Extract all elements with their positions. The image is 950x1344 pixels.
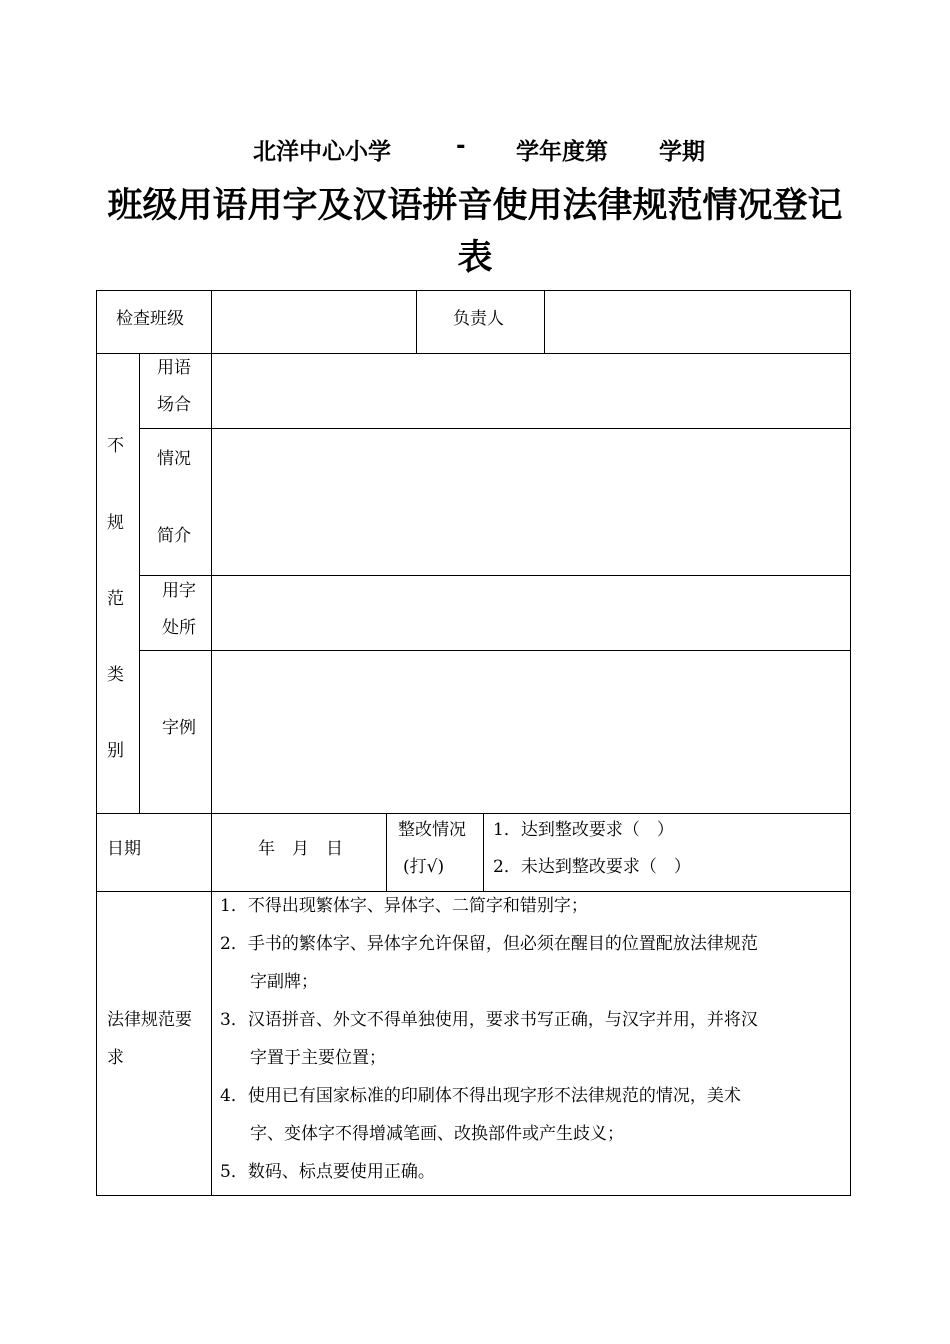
column-divider xyxy=(211,290,212,1196)
phrase-location-label-line2: 场合 xyxy=(157,395,191,415)
column-divider xyxy=(139,353,140,813)
requirement-item-continued: 字置于主要位置； xyxy=(250,1048,386,1068)
rectify-label-line1: 整改情况 xyxy=(398,820,466,840)
requirement-item: 5．数码、标点要使用正确。 xyxy=(220,1162,435,1182)
law-requirements-label-line1: 法律规范要 xyxy=(107,1010,192,1030)
registration-table xyxy=(96,290,851,1196)
row-divider xyxy=(96,813,851,814)
school-name: 北洋中心小学 xyxy=(253,139,391,165)
table-border-left xyxy=(96,290,97,1196)
rectify-option-met[interactable]: 1．达到整改要求（ ） xyxy=(493,820,674,840)
category-char: 范 xyxy=(107,589,124,609)
situation-label-line1: 情况 xyxy=(157,449,191,469)
row-divider xyxy=(139,650,851,651)
form-subtitle xyxy=(0,133,950,165)
responsible-label: 负责人 xyxy=(453,309,504,329)
column-divider xyxy=(544,290,545,353)
check-class-label: 检查班级 xyxy=(116,309,184,329)
category-char: 类 xyxy=(107,665,124,685)
form-title: 班级用语用字及汉语拼音使用法律规范情况登记表 xyxy=(107,186,843,278)
phrase-location-label-line1: 用语 xyxy=(157,358,191,378)
category-char: 不 xyxy=(107,436,124,456)
situation-label-line2: 简介 xyxy=(157,526,191,546)
requirement-item-continued: 字副牌； xyxy=(250,972,318,992)
year-dash: - xyxy=(456,133,466,159)
column-divider xyxy=(416,290,417,353)
column-divider xyxy=(483,813,484,891)
requirement-item: 3．汉语拼音、外文不得单独使用，要求书写正确，与汉字并用，并将汉 xyxy=(220,1010,758,1030)
date-label: 日期 xyxy=(107,839,141,859)
school-year-label: 学年度第 xyxy=(516,139,608,165)
column-divider xyxy=(386,813,387,891)
char-location-label-line2: 处所 xyxy=(162,618,196,638)
row-divider xyxy=(139,428,851,429)
char-location-label-line1: 用字 xyxy=(162,581,196,601)
table-border-bottom xyxy=(96,1195,851,1196)
requirements-list xyxy=(220,887,848,1191)
category-char: 规 xyxy=(107,513,124,533)
rectify-label-line2: (打√) xyxy=(403,857,445,877)
row-divider xyxy=(96,353,851,354)
requirement-item-continued: 字、变体字不得增减笔画、改换部件或产生歧义； xyxy=(250,1124,624,1144)
char-example-label: 字例 xyxy=(162,718,196,738)
row-divider xyxy=(139,575,851,576)
requirement-item: 4．使用已有国家标准的印刷体不得出现字形不法律规范的情况，美术 xyxy=(220,1086,741,1106)
table-border-top xyxy=(96,290,851,291)
law-requirements-label-line2: 求 xyxy=(107,1048,124,1068)
requirement-item: 1．不得出现繁体字、异体字、二简字和错别字； xyxy=(220,896,588,916)
date-field[interactable]: 年 月 日 xyxy=(258,839,343,859)
requirement-item: 2．手书的繁体字、异体字允许保留，但必须在醒目的位置配放法律规范 xyxy=(220,934,758,954)
rectify-option-not-met[interactable]: 2．未达到整改要求（ ） xyxy=(493,857,691,877)
term-label: 学期 xyxy=(659,139,705,165)
category-char: 别 xyxy=(107,741,124,761)
